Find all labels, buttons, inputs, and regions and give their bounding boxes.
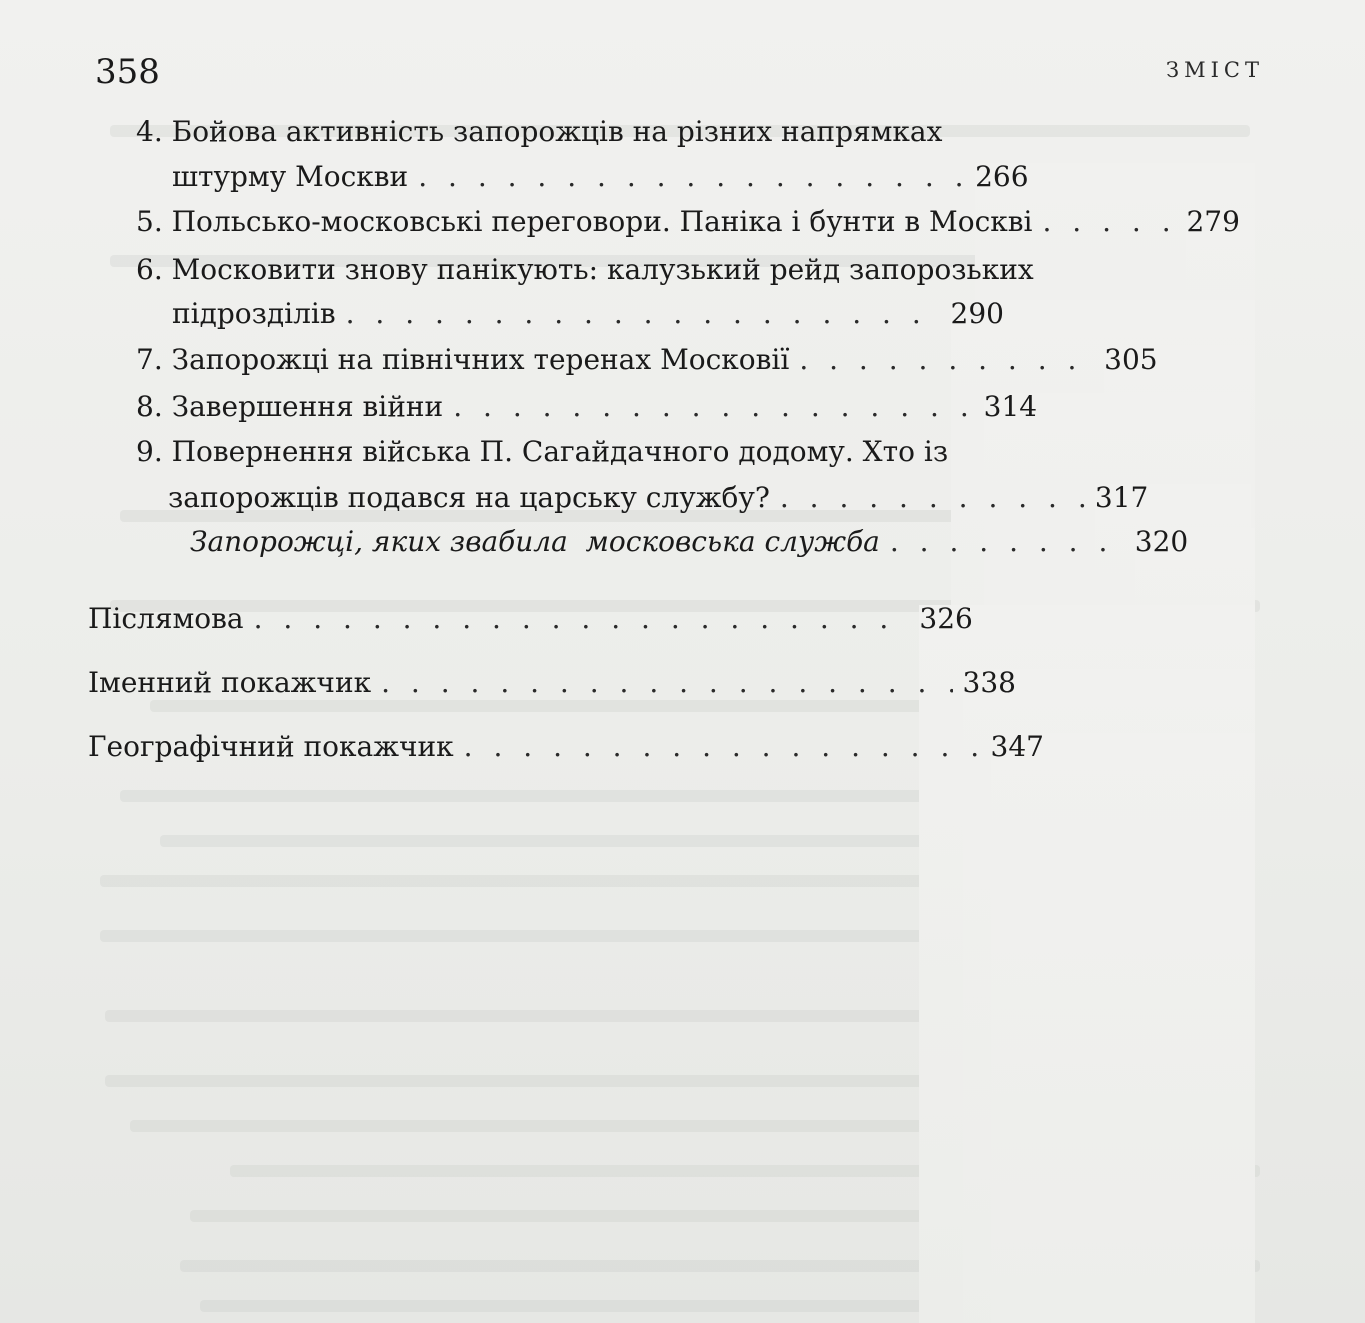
- toc-page-number: 320: [1135, 528, 1255, 1323]
- toc-subitem-title: Запорожці, яких звабила московська служба: [190, 525, 880, 558]
- toc-item-number: 9.: [136, 435, 163, 468]
- toc-page-number: 326: [919, 605, 1255, 1323]
- toc-item-number: 7.: [136, 343, 163, 376]
- toc-item-number: 8.: [136, 390, 163, 423]
- leader-dots: [780, 484, 1085, 512]
- toc-item-title: Післямова: [88, 602, 244, 635]
- toc-item-title-cont: підрозділів: [172, 297, 336, 330]
- toc-item-title: Географічний покажчик: [88, 730, 454, 763]
- toc-item-title: Польсько-московські переговори. Паніка і бунти в Москві: [171, 205, 1033, 238]
- toc-item-number: 4.: [136, 115, 163, 148]
- toc-item-title: Завершення війни: [171, 390, 444, 423]
- toc-item-6-line1: [136, 253, 1034, 286]
- toc-page-number: 338: [963, 669, 1255, 1323]
- toc-page-number: 347: [991, 733, 1256, 1323]
- leader-dots: [799, 346, 1094, 374]
- toc-item-title: Іменний покажчик: [88, 666, 372, 699]
- toc-page-number: 314: [984, 393, 1250, 1323]
- toc-item-title: Московити знову панікують: калузький рейд запорозьких: [171, 253, 1034, 286]
- toc-item-number: 5.: [136, 205, 163, 238]
- toc-page-number: 290: [951, 300, 1255, 1323]
- toc-item-title: Повернення війська П. Сагайдачного додому. Хто із: [171, 435, 949, 468]
- toc-geo-index[interactable]: [88, 730, 1255, 1323]
- running-head: ЗМІСТ: [1166, 58, 1264, 82]
- toc-item-title-cont: штурму Москви: [172, 160, 409, 193]
- toc-page-number: 266: [975, 163, 1255, 1323]
- leader-dots: [418, 163, 965, 191]
- page-number: 358: [95, 52, 160, 92]
- leader-dots: [254, 605, 910, 633]
- toc-item-title: Бойова активність запорожців на різних напрямках: [171, 115, 943, 148]
- leader-dots: [453, 393, 973, 421]
- toc-page-number: 317: [1095, 484, 1251, 1323]
- leader-dots: [464, 733, 981, 761]
- toc-item-title-cont: запорожців подався на царську службу?: [168, 481, 770, 514]
- toc-item-9-line1: [136, 435, 949, 468]
- toc-page-number: 279: [1186, 208, 1255, 1323]
- toc-item-number: 6.: [136, 253, 163, 286]
- leader-dots: [381, 669, 952, 697]
- leader-dots: [890, 528, 1125, 556]
- leader-dots: [346, 300, 941, 328]
- toc-page-number: 305: [1104, 346, 1255, 1323]
- toc-item-4-line1: [136, 115, 943, 148]
- leader-dots: [1042, 208, 1176, 236]
- toc-item-title: Запорожці на північних теренах Московії: [171, 343, 790, 376]
